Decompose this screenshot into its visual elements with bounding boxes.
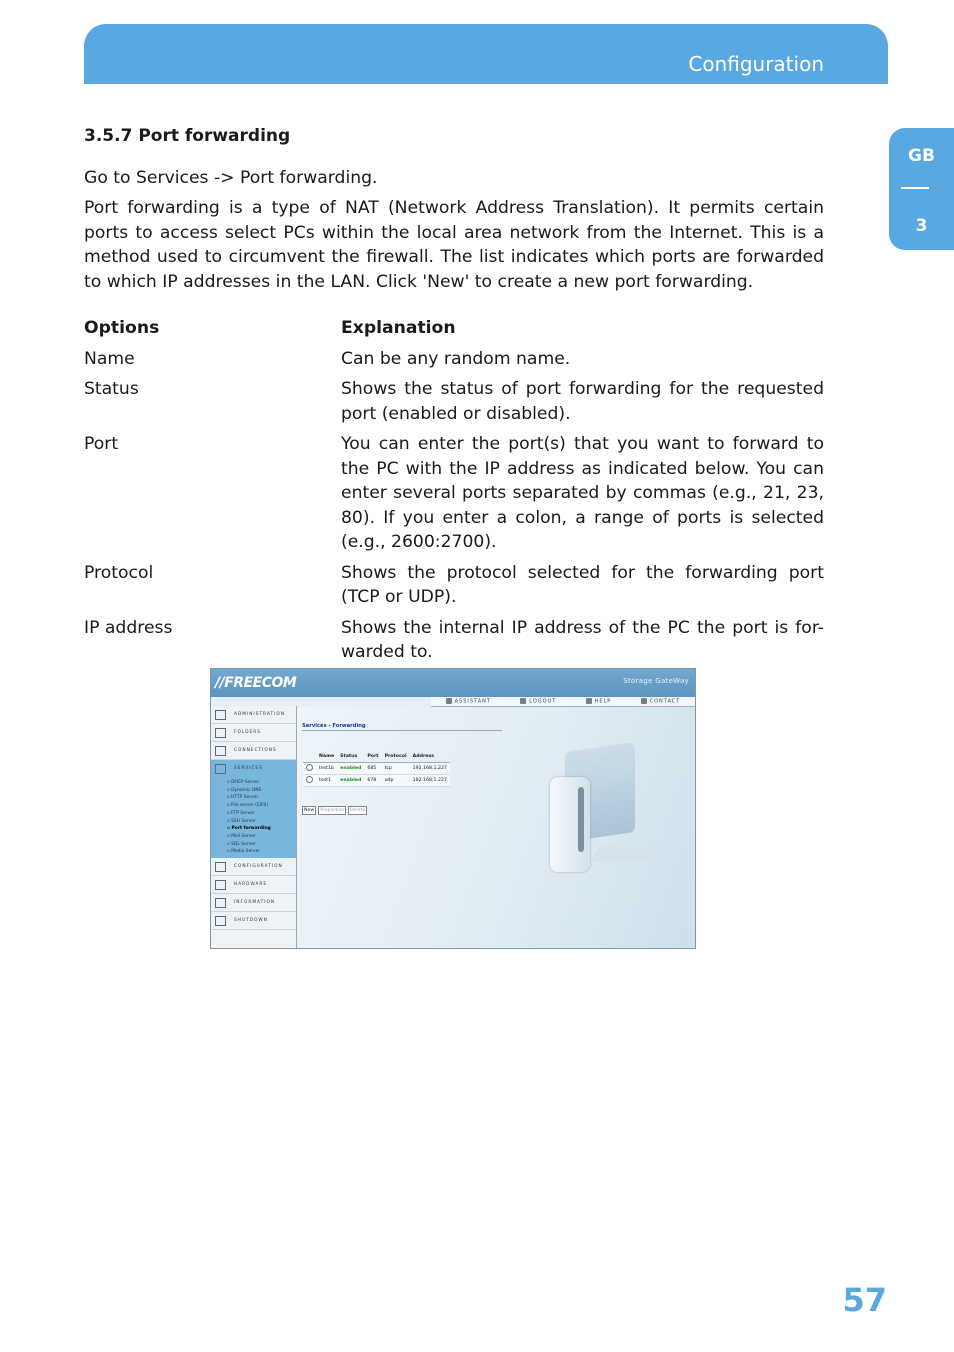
option-row [84, 347, 824, 372]
properties-button[interactable]: Properties [320, 808, 344, 813]
breadcrumb: Services - Forwarding [302, 723, 366, 729]
sidebar-item-administration[interactable]: ADMINISTRATION [211, 706, 296, 724]
submenu-cifs[interactable]: o File server (CIFS) [227, 802, 296, 810]
network-icon [215, 764, 226, 774]
col-select [303, 751, 316, 763]
option-explanation: Shows the status of port forwarding for the requested port (enabled or disabled). [341, 379, 824, 424]
freecom-logo: //FREECOM [215, 675, 297, 691]
cell-protocol: udp [384, 778, 394, 783]
info-icon [215, 898, 226, 908]
nav-logout[interactable]: LOGOUT [520, 698, 556, 705]
assistant-icon [446, 698, 452, 704]
option-name: Protocol [84, 562, 154, 583]
connections-icon [215, 746, 226, 756]
option-row [84, 432, 824, 555]
breadcrumb-divider [302, 730, 502, 731]
section-title: 3.5.7 Port forwarding [84, 126, 291, 146]
sidebar-item-connections[interactable]: CONNECTIONS [211, 742, 296, 760]
app-banner [211, 669, 695, 697]
cell-name: test1b [319, 766, 334, 771]
header-bar [84, 24, 888, 84]
submenu-dhcp[interactable]: o DHCP Server [227, 779, 296, 787]
chapter-tab [889, 128, 954, 250]
product-name: Storage GateWay [623, 677, 689, 685]
computer-illustration [535, 737, 665, 897]
options-head: Options [84, 318, 160, 338]
new-button[interactable]: New [304, 808, 315, 813]
submenu-mail[interactable]: o Mail Server [227, 833, 296, 841]
options-header [84, 316, 824, 341]
table-row[interactable] [303, 763, 450, 775]
top-nav [431, 697, 695, 707]
main-panel [297, 707, 695, 948]
option-explanation: Can be any random name. [341, 348, 571, 369]
sidebar-item-shutdown[interactable]: SHUTDOWN [211, 912, 296, 930]
option-name: Name [84, 348, 135, 369]
delete-button[interactable]: Delete [349, 808, 366, 813]
cell-address: 192.168.1.227 [412, 778, 447, 783]
tab-divider [901, 187, 929, 189]
cell-name: test1 [319, 778, 331, 783]
sidebar-item-services[interactable]: SERVICES [211, 760, 296, 777]
language-label: GB [908, 146, 935, 166]
hardware-icon [215, 880, 226, 890]
option-row [84, 616, 824, 665]
action-buttons [302, 806, 367, 815]
cell-address: 192.168.1.227 [412, 766, 447, 771]
keyboard-shape [591, 847, 659, 861]
nav-contact[interactable]: CONTACT [641, 698, 681, 705]
cell-status: enabled [340, 778, 362, 783]
users-icon [215, 710, 226, 720]
explanation-head: Explanation [341, 318, 456, 338]
nav-help[interactable]: HELP [586, 698, 612, 705]
submenu-http[interactable]: o HTTP Server [227, 794, 296, 802]
cell-status: enabled [340, 766, 362, 771]
sidebar-item-folders[interactable]: FOLDERS [211, 724, 296, 742]
option-explanation: You can enter the port(s) that you want to forward to the PC with the IP address as indicated below. You can enter several ports separated by commas (e.g., 21, 23, 80). If you enter a colon, a range of ports is selected (e.g., 2600:2700). [341, 434, 824, 552]
services-submenu [211, 777, 296, 858]
option-explanation: Shows the internal IP address of the PC the port is for-warded to. [341, 617, 824, 662]
col-status: Status [337, 751, 364, 763]
help-icon [586, 698, 592, 704]
contact-icon [641, 698, 647, 704]
option-name: Port [84, 434, 119, 454]
options-table [84, 316, 824, 665]
logout-icon [520, 698, 526, 704]
gateway-screenshot [210, 668, 696, 949]
option-explanation: Shows the protocol selected for the forwarding port (TCP or UDP). [341, 562, 824, 607]
gateway-device-shape [550, 777, 590, 872]
col-name: Name [316, 751, 337, 763]
sidebar-item-hardware[interactable]: HARDWARE [211, 876, 296, 894]
option-name: IP address [84, 617, 173, 638]
col-port: Port [364, 751, 381, 763]
option-name: Status [84, 379, 139, 399]
cell-protocol: tcp [384, 766, 392, 771]
row-radio[interactable] [306, 764, 313, 771]
option-row [84, 561, 824, 610]
sidebar-item-information[interactable]: INFORMATION [211, 894, 296, 912]
col-address: Address [410, 751, 450, 763]
option-row [84, 377, 824, 426]
submenu-port-forwarding[interactable]: o Port forwarding [227, 825, 296, 833]
forwarding-table [303, 751, 450, 787]
power-icon [215, 916, 226, 926]
sidebar-item-configuration[interactable]: CONFIGURATION [211, 858, 296, 876]
submenu-ddns[interactable]: o Dynamic DNS [227, 787, 296, 795]
submenu-ssh[interactable]: o SSH Server [227, 818, 296, 826]
description-text: Port forwarding is a type of NAT (Network Address Translation). It permits certain ports to access select PCs within the local area network from the Internet. This is a method used to circumvent the firewall. The list indicates which ports are forwarded to which IP addresses in the LAN. Click 'New' to create a new port forwarding. [84, 198, 824, 292]
sidebar [211, 706, 297, 948]
submenu-ftp[interactable]: o FTP Server [227, 810, 296, 818]
submenu-sql[interactable]: o SQL Server [227, 841, 296, 849]
header-title: Configuration [688, 52, 824, 76]
nav-assistant[interactable]: ASSISTANT [446, 698, 491, 705]
cell-port: 685 [367, 766, 377, 771]
intro-text: Go to Services -> Port forwarding. [84, 167, 378, 188]
chapter-number: 3 [915, 216, 928, 236]
folder-icon [215, 728, 226, 738]
row-radio[interactable] [306, 776, 313, 783]
tools-icon [215, 862, 226, 872]
col-protocol: Protocol [382, 751, 410, 763]
content [84, 124, 824, 671]
table-row[interactable] [303, 775, 450, 787]
submenu-media[interactable]: o Media Server [227, 848, 296, 856]
page-number: 57 [842, 1281, 887, 1319]
cell-port: 678 [367, 778, 377, 783]
